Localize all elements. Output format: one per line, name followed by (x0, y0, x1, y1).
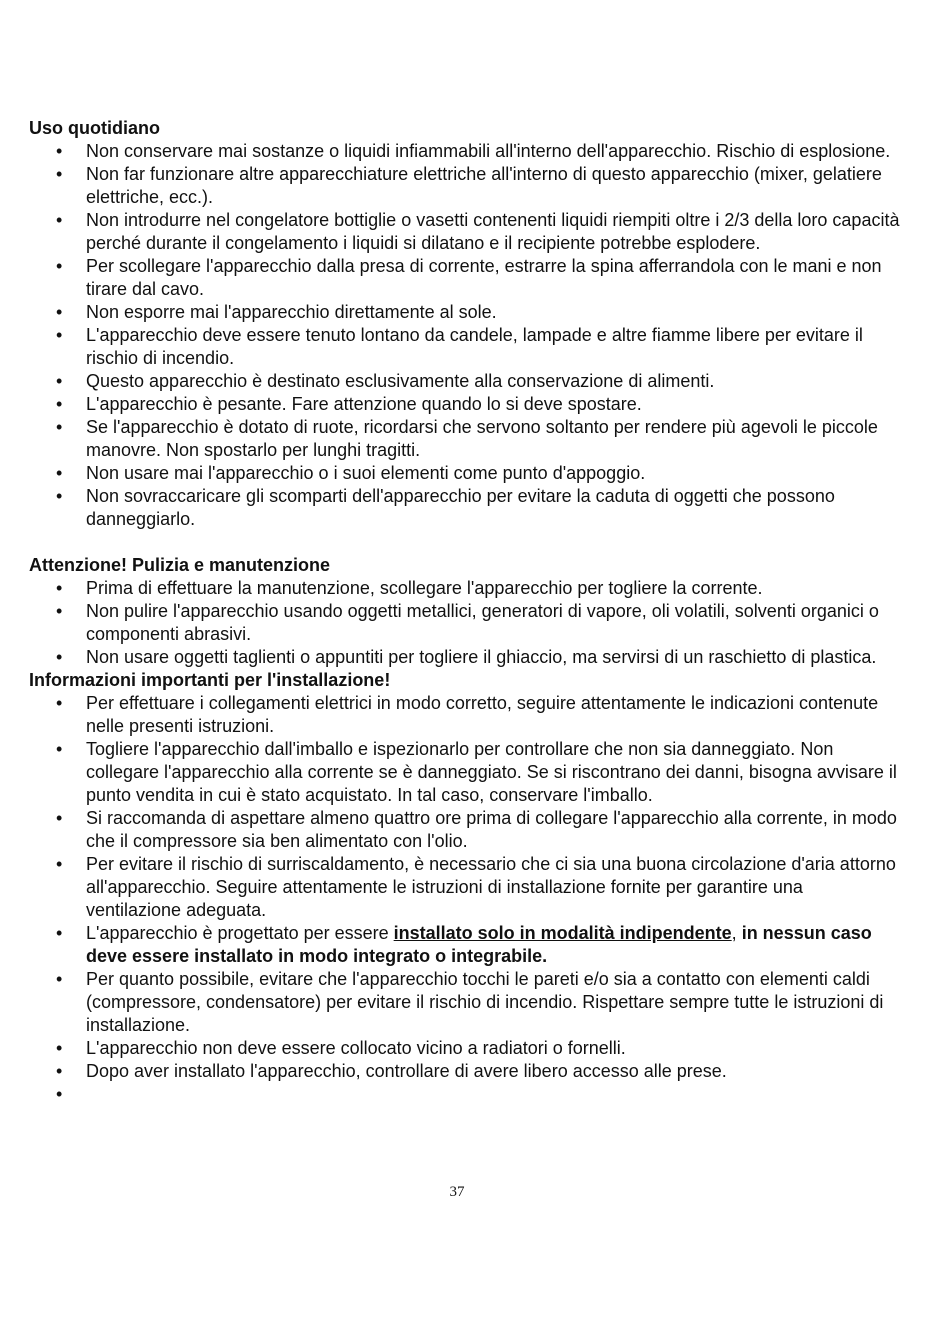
list-item: • Non esporre mai l'apparecchio direttamente al sole. (29, 301, 901, 324)
section-title-uso: Uso quotidiano (29, 118, 160, 138)
list-item: • Per quanto possibile, evitare che l'apparecchio tocchi le pareti e/o sia a contatto con elementi caldi (compressore, condensatore) per evitare il rischio di incendio. Rispettare sempre tutte le istruzioni di installazione. (29, 968, 901, 1037)
mixed-bold-tail: in nessun caso deve essere installato in modo integrato o integrabile. (86, 923, 872, 966)
page-number: 37 (449, 1184, 465, 1200)
list-item: • Per scollegare l'apparecchio dalla presa di corrente, estrarre la spina afferrandola con le mani e non tirare dal cavo. (29, 255, 901, 301)
section-title-pulizia: Attenzione! Pulizia e manutenzione (29, 555, 331, 575)
list-item: • Per evitare il rischio di surriscaldamento, è necessario che ci sia una buona circolazione d'aria attorno all'apparecchio. Seguire attentamente le istruzioni di installazione fornite per garantire una ventilazione adeguata. (29, 853, 901, 922)
mixed-comma: , (731, 923, 737, 943)
list-item: • Non pulire l'apparecchio usando oggetti metallici, generatori di vapore, oli volatili, solventi organici o componenti abrasivi. (29, 600, 901, 646)
list-item: • Dopo aver installato l'apparecchio, controllare di avere libero accesso alle prese. (29, 1060, 901, 1083)
list-item: • L'apparecchio è pesante. Fare attenzione quando lo si deve spostare. (29, 393, 901, 416)
list-item-empty (29, 1083, 901, 1106)
list-item-mixed (29, 922, 901, 968)
mixed-underlined: installato solo in modalità indipendente (393, 923, 732, 943)
list-item: • Per effettuare i collegamenti elettrici in modo corretto, seguire attentamente le indicazioni contenute nelle presenti istruzioni. (29, 692, 901, 738)
list-installazione (29, 692, 901, 1106)
list-item: • Non far funzionare altre apparecchiature elettriche all'interno di questo apparecchio (mixer, gelatiere elettriche, ecc.). (29, 163, 901, 209)
list-pulizia (29, 577, 901, 669)
list-item: • Questo apparecchio è destinato esclusivamente alla conservazione di alimenti. (29, 370, 901, 393)
list-item: • Non conservare mai sostanze o liquidi infiammabili all'interno dell'apparecchio. Rischio di esplosione. (29, 140, 901, 163)
list-item: • Non introdurre nel congelatore bottiglie o vasetti contenenti liquidi riempiti oltre i 2/3 della loro capacità perché durante il congelamento i liquidi si dilatano e il recipiente potrebbe esplodere. (29, 209, 901, 255)
list-item: • Non usare oggetti taglienti o appuntiti per togliere il ghiaccio, ma servirsi di un raschietto di plastica. (29, 646, 901, 669)
spacer (29, 531, 901, 554)
list-item: • Togliere l'apparecchio dall'imballo e ispezionarlo per controllare che non sia danneggiato. Non collegare l'apparecchio alla corrente se è danneggiato. Se si riscontrano dei danni, bisogna avvisare il punto vendita in cui è stato acquistato. In tal caso, conservare l'imballo. (29, 738, 901, 807)
mixed-prefix: L'apparecchio è progettato per essere (86, 923, 394, 943)
list-item: • Prima di effettuare la manutenzione, scollegare l'apparecchio per togliere la corrente. (29, 577, 901, 600)
list-item: • L'apparecchio deve essere tenuto lontano da candele, lampade e altre fiamme libere per evitare il rischio di incendio. (29, 324, 901, 370)
list-item: • Non usare mai l'apparecchio o i suoi elementi come punto d'appoggio. (29, 462, 901, 485)
list-uso (29, 140, 901, 531)
list-item: • Non sovraccaricare gli scomparti dell'apparecchio per evitare la caduta di oggetti che possono danneggiarlo. (29, 485, 901, 531)
list-item: • L'apparecchio non deve essere collocato vicino a radiatori o fornelli. (29, 1037, 901, 1060)
list-item: • Si raccomanda di aspettare almeno quattro ore prima di collegare l'apparecchio alla corrente, in modo che il compressore sia ben alimentato con l'olio. (29, 807, 901, 853)
list-item: • Se l'apparecchio è dotato di ruote, ricordarsi che servono soltanto per rendere più agevoli le piccole manovre. Non spostarlo per lunghi tragitti. (29, 416, 901, 462)
document-body (29, 117, 901, 1106)
section-title-installazione: Informazioni importanti per l'installazione! (29, 670, 391, 690)
